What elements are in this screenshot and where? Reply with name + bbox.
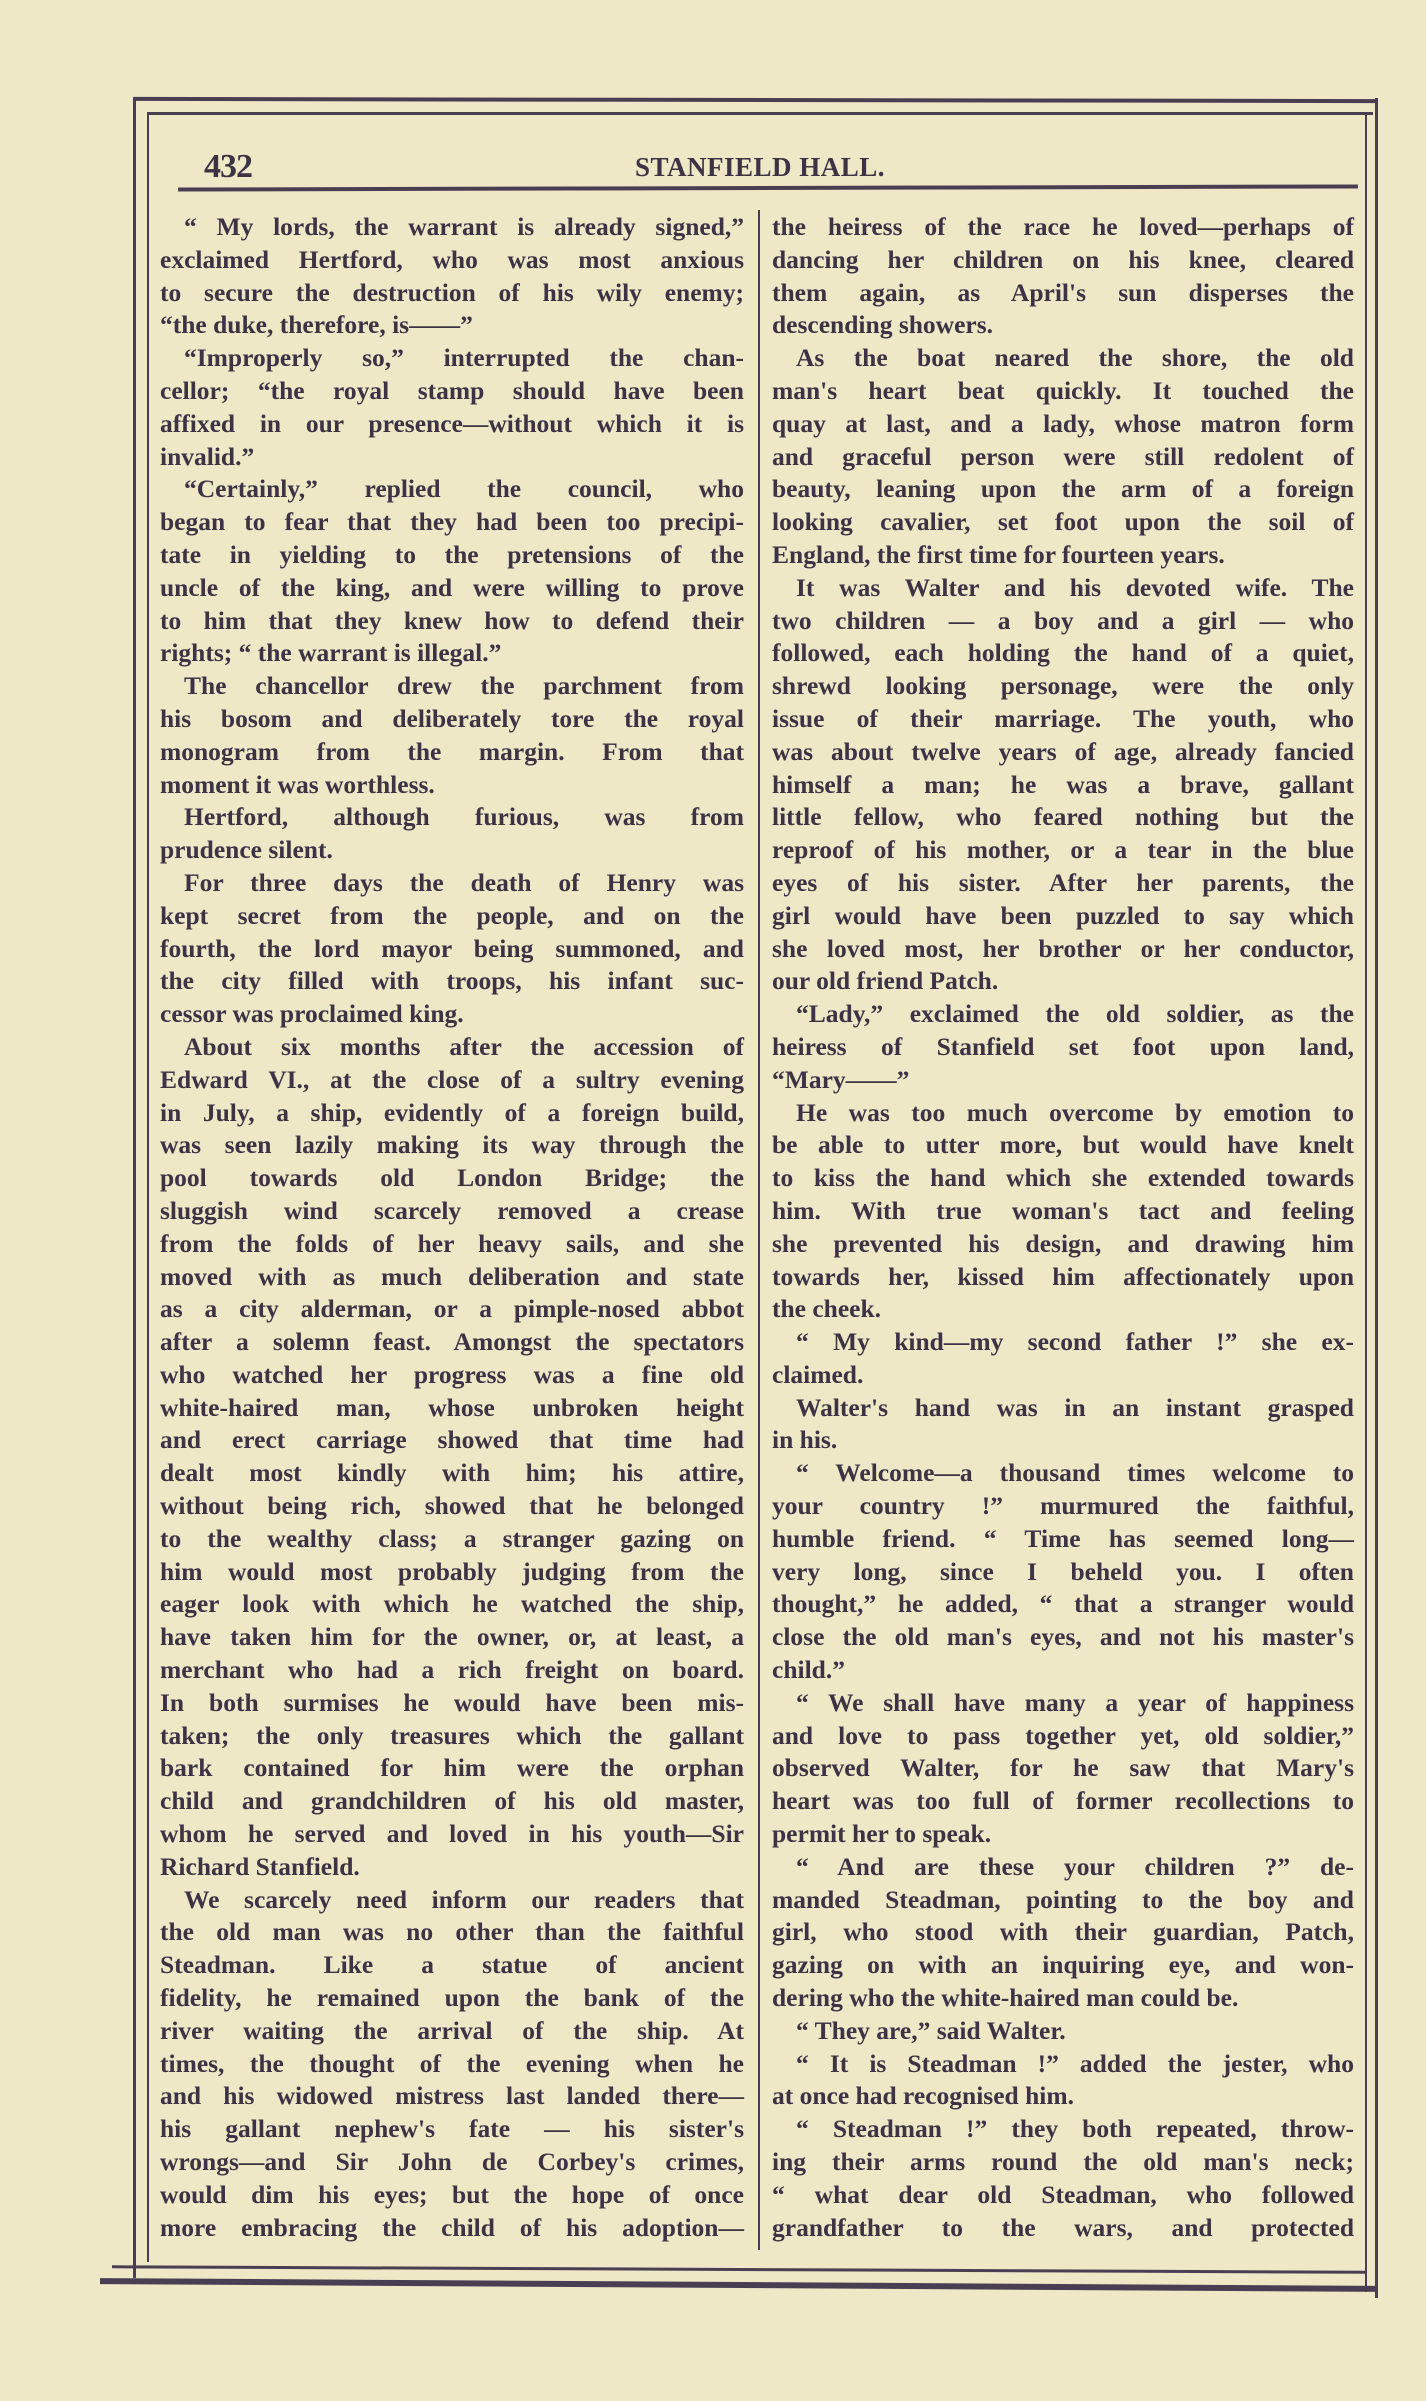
text-line: dering who the white-haired man could be.	[772, 1983, 1239, 2013]
paragraph	[772, 1457, 1354, 1687]
border-top-inner	[148, 112, 1373, 115]
text-line: “Mary——”	[772, 1064, 910, 1094]
text-line: “ My kind—my second father !” she ex-	[796, 1327, 1354, 1357]
text-line: Edward VI., at the close of a sultry evening	[160, 1064, 744, 1094]
text-line: We scarcely need inform our readers that	[184, 1884, 744, 1914]
text-line: “ It is Steadman !” added the jester, who	[796, 2048, 1354, 2078]
text-line: the heiress of the race he loved—perhaps of	[772, 212, 1354, 241]
border-top-outer	[133, 97, 1378, 103]
text-line: from the folds of her heavy sails, and she	[160, 1228, 744, 1258]
text-line: eager look with which he watched the ship,	[160, 1589, 744, 1619]
paragraph	[772, 1097, 1354, 1327]
text-line: pool towards old London Bridge; the	[160, 1163, 744, 1193]
text-line: to secure the destruction of his wily enemy;	[160, 277, 744, 307]
paragraph	[772, 2048, 1354, 2114]
paragraph	[160, 1884, 744, 2245]
paragraph	[772, 1392, 1354, 1458]
text-line: him would most probably judging from the	[160, 1556, 744, 1586]
text-line: monogram from the margin. From that	[160, 736, 744, 766]
text-line: as a city alderman, or a pimple-nosed abbot	[160, 1294, 744, 1324]
text-line: she loved most, her brother or her conductor,	[772, 933, 1354, 963]
text-line: wrongs—and Sir John de Corbey's crimes,	[160, 2147, 744, 2177]
text-line: In both surmises he would have been mis-	[160, 1687, 744, 1717]
text-line: after a solemn feast. Amongst the spectators	[160, 1327, 744, 1357]
text-line: to kiss the hand which she extended towards	[772, 1163, 1354, 1193]
text-line: man's heart beat quickly. It touched the	[772, 375, 1354, 405]
text-line: permit her to speak.	[772, 1819, 992, 1849]
paragraph	[772, 1687, 1354, 1851]
text-line: Hertford, although furious, was from	[184, 802, 744, 832]
paragraph	[772, 2113, 1354, 2244]
text-line: white-haired man, whose unbroken height	[160, 1392, 744, 1422]
paragraph	[160, 342, 744, 473]
text-line: “Improperly so,” interrupted the chan-	[184, 343, 744, 373]
text-line: she prevented his design, and drawing him	[772, 1228, 1354, 1258]
text-line: merchant who had a rich freight on board.	[160, 1655, 744, 1685]
text-line: kept secret from the people, and on the	[160, 900, 744, 930]
text-line: child and grandchildren of his old master,	[160, 1786, 744, 1816]
paragraph	[772, 998, 1354, 1096]
text-line: For three days the death of Henry was	[184, 867, 744, 897]
text-line: manded Steadman, pointing to the boy and	[772, 1884, 1354, 1914]
text-line: have taken him for the owner, or, at least, a	[160, 1622, 744, 1652]
border-bottom-inner	[112, 2265, 1367, 2273]
text-line: “ Steadman !” they both repeated, throw-	[796, 2114, 1354, 2144]
paragraph	[772, 1851, 1354, 2015]
paragraph	[772, 1326, 1354, 1392]
text-line: observed Walter, for he saw that Mary's	[772, 1753, 1354, 1783]
text-line: humble friend. “ Time has seemed long—	[772, 1523, 1354, 1553]
text-line: times, the thought of the evening when he	[160, 2048, 744, 2078]
header-rule	[178, 184, 1358, 191]
text-line: heart was too full of former recollections to	[772, 1786, 1354, 1816]
text-line: eyes of his sister. After her parents, the	[772, 867, 1354, 897]
text-line: moment it was worthless.	[160, 769, 435, 799]
text-line: was seen lazily making its way through the	[160, 1130, 744, 1160]
text-line: “ My lords, the warrant is already signed,”	[184, 212, 744, 241]
border-left-inner	[147, 112, 149, 2262]
text-line: Walter's hand was in an instant grasped	[796, 1392, 1354, 1422]
text-line: affixed in our presence—without which it is	[160, 408, 744, 438]
text-line: “ Welcome—a thousand times welcome to	[796, 1458, 1354, 1488]
text-line: moved with as much deliberation and state	[160, 1261, 744, 1291]
text-line: “the duke, therefore, is——”	[160, 310, 473, 340]
text-line: be able to utter more, but would have knelt	[772, 1130, 1354, 1160]
text-line: heiress of Stanfield set foot upon land,	[772, 1031, 1354, 1061]
paragraph	[160, 867, 744, 1031]
border-left-outer	[133, 98, 136, 2278]
text-line: “ what dear old Steadman, who followed	[772, 2179, 1354, 2209]
text-line: and love to pass together yet, old soldier,”	[772, 1720, 1354, 1750]
text-line: “ They are,” said Walter.	[796, 2015, 1066, 2045]
text-line: uncle of the king, and were willing to prove	[160, 572, 744, 602]
paragraph	[160, 473, 744, 670]
paragraph	[160, 1031, 744, 1884]
paragraph	[160, 801, 744, 867]
text-line: to him that they knew how to defend their	[160, 605, 744, 635]
text-line: little fellow, who feared nothing but the	[772, 802, 1354, 832]
text-line: dealt most kindly with him; his attire,	[160, 1458, 744, 1488]
text-line: them again, as April's sun disperses the	[772, 277, 1354, 307]
text-line: very long, since I beheld you. I often	[772, 1556, 1354, 1586]
text-line: began to fear that they had been too precipi-	[160, 507, 744, 537]
text-line: close the old man's eyes, and not his master's	[772, 1622, 1354, 1652]
text-line: ing their arms round the old man's neck;	[772, 2147, 1354, 2177]
text-line: river waiting the arrival of the ship. At	[160, 2015, 744, 2045]
text-line: child.”	[772, 1655, 845, 1685]
text-line: bark contained for him were the orphan	[160, 1753, 744, 1783]
text-line: prudence silent.	[160, 835, 333, 865]
text-line: “ We shall have many a year of happiness	[796, 1687, 1354, 1717]
paragraph	[772, 342, 1354, 572]
text-line: fourth, the lord mayor being summoned, and	[160, 933, 744, 963]
text-line: sluggish wind scarcely removed a crease	[160, 1195, 744, 1225]
text-line: girl, who stood with their guardian, Patch,	[772, 1917, 1354, 1947]
text-line: whom he served and loved in his youth—Sir	[160, 1819, 744, 1849]
text-line: thought,” he added, “ that a stranger would	[772, 1589, 1354, 1619]
border-right	[1375, 98, 1378, 2298]
text-line: invalid.”	[160, 441, 255, 471]
text-line: descending showers.	[772, 310, 994, 340]
text-line: The chancellor drew the parchment from	[184, 671, 744, 701]
border-right-inner	[1365, 112, 1367, 2292]
text-line: and his widowed mistress last landed there—	[160, 2081, 744, 2111]
column-right	[772, 211, 1354, 2244]
text-line: the cheek.	[772, 1294, 882, 1324]
text-line: exclaimed Hertford, who was most anxious	[160, 244, 744, 274]
text-line: “ And are these your children ?” de-	[796, 1851, 1354, 1881]
text-line: who watched her progress was a fine old	[160, 1359, 744, 1389]
text-line: to the wealthy class; a stranger gazing on	[160, 1523, 744, 1553]
text-line: in July, a ship, evidently of a foreign build,	[160, 1097, 744, 1127]
page-number: 432	[204, 148, 252, 185]
text-line: fidelity, he remained upon the bank of the	[160, 1983, 744, 2013]
text-line: was about twelve years of age, already fancied	[772, 736, 1354, 766]
text-line: Steadman. Like a statue of ancient	[160, 1950, 744, 1980]
text-line: two children — a boy and a girl — who	[772, 605, 1354, 635]
text-line: About six months after the accession of	[184, 1031, 744, 1061]
paragraph	[160, 670, 744, 801]
text-line: the city filled with troops, his infant suc-	[160, 966, 744, 996]
text-line: taken; the only treasures which the gallant	[160, 1720, 744, 1750]
column-left	[160, 211, 744, 2244]
text-line: cellor; “the royal stamp should have been	[160, 375, 744, 405]
text-line: issue of their marriage. The youth, who	[772, 703, 1354, 733]
paragraph	[160, 211, 744, 342]
text-line: Richard Stanfield.	[160, 1851, 360, 1881]
text-line: tate in yielding to the pretensions of the	[160, 539, 744, 569]
text-line: looking cavalier, set foot upon the soil of	[772, 507, 1354, 537]
text-line: him. With true woman's tact and feeling	[772, 1195, 1354, 1225]
text-line: cessor was proclaimed king.	[160, 999, 464, 1029]
text-line: quay at last, and a lady, whose matron form	[772, 408, 1354, 438]
text-line: England, the first time for fourteen years.	[772, 539, 1225, 569]
text-line: his bosom and deliberately tore the royal	[160, 703, 744, 733]
text-line: and graceful person were still redolent of	[772, 441, 1354, 471]
text-line: “Lady,” exclaimed the old soldier, as the	[796, 999, 1354, 1029]
column-divider	[758, 210, 760, 2250]
text-line: grandfather to the wars, and protected	[772, 2212, 1354, 2242]
text-line: towards her, kissed him affectionately upon	[772, 1261, 1354, 1291]
paragraph	[772, 572, 1354, 998]
text-line: more embracing the child of his adoption—	[160, 2212, 744, 2242]
text-line: without being rich, showed that he belonged	[160, 1491, 744, 1521]
paragraph	[772, 2015, 1354, 2048]
paragraph	[772, 211, 1354, 342]
text-line: your country !” murmured the faithful,	[772, 1491, 1354, 1521]
running-title: STANFIELD HALL.	[634, 152, 886, 182]
text-line: reproof of his mother, or a tear in the blue	[772, 835, 1354, 865]
text-line: followed, each holding the hand of a quiet,	[772, 638, 1354, 668]
text-line: shrewd looking personage, were the only	[772, 671, 1354, 701]
border-bottom-outer	[100, 2278, 1378, 2292]
text-line: “Certainly,” replied the council, who	[184, 474, 744, 504]
text-line: his gallant nephew's fate — his sister's	[160, 2114, 744, 2144]
text-line: rights; “ the warrant is illegal.”	[160, 638, 502, 668]
text-line: It was Walter and his devoted wife. The	[796, 572, 1354, 602]
text-line: claimed.	[772, 1359, 864, 1389]
text-line: the old man was no other than the faithful	[160, 1917, 744, 1947]
text-line: He was too much overcome by emotion to	[796, 1097, 1354, 1127]
text-line: dancing her children on his knee, cleared	[772, 244, 1354, 274]
text-line: in his.	[772, 1425, 838, 1455]
text-line: girl would have been puzzled to say which	[772, 900, 1354, 930]
text-line: would dim his eyes; but the hope of once	[160, 2179, 744, 2209]
text-line: at once had recognised him.	[772, 2081, 1074, 2111]
text-line: gazing on with an inquiring eye, and won-	[772, 1950, 1354, 1980]
text-line: our old friend Patch.	[772, 966, 999, 996]
text-line: and erect carriage showed that time had	[160, 1425, 744, 1455]
text-line: As the boat neared the shore, the old	[796, 343, 1354, 373]
text-line: beauty, leaning upon the arm of a foreign	[772, 474, 1354, 504]
text-line: himself a man; he was a brave, gallant	[772, 769, 1354, 799]
